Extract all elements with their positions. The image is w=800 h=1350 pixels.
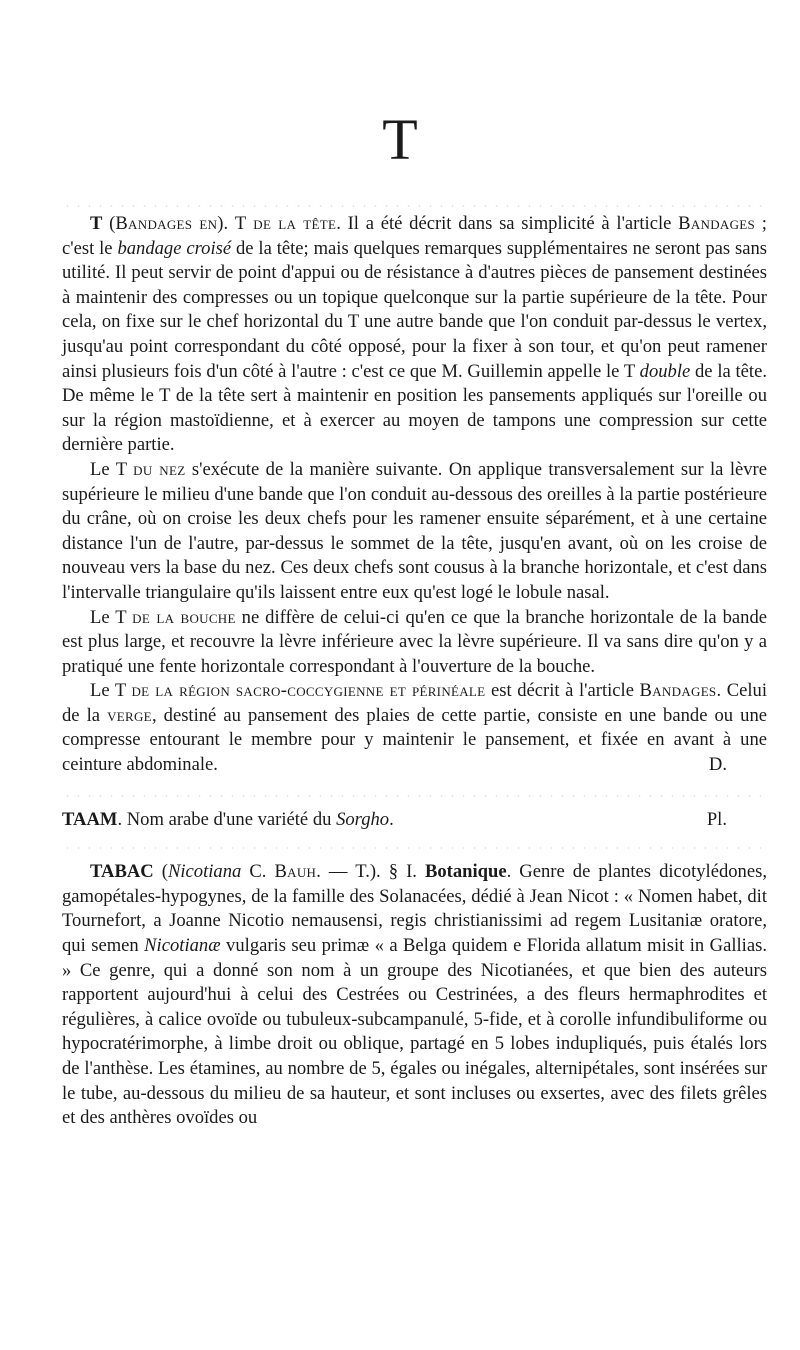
italic-term: Nicotiana (167, 861, 242, 883)
small-caps-term: Bandages (678, 213, 756, 234)
small-caps-term: verge (107, 704, 152, 726)
entry-headword: TAAM (62, 808, 118, 830)
article-paragraph (62, 606, 767, 680)
text-run: s'exécute de la manière suivante. On applique transversalement sur la lèvre supérieure le milieu d'une bande que l'on conduit au-dessous des oreilles à la partie postérieure du crâne, où on croise les deux chefs pour les ramener ensuite séparément, et à une certaine distance l'un de l'autre, par-dessus le sommet de la tête, jusqu'en avant, où on les croise de nouveau vers la base du nez. Ces deux chefs sont cousus à la branche horizontale, et c'est dans l'intervalle triangulaire qu'ils laissent entre eux qu'est logé le lobule nasal. (62, 458, 767, 603)
text-run: C. (241, 861, 275, 883)
article-tabac (62, 860, 767, 1131)
italic-term: Nicotianæ (144, 935, 221, 957)
small-caps-term: Bauh (274, 861, 317, 883)
text-run: . Genre de plantes dicotylédones, gamopétales-hypogynes, de la famille des Solanacées, dédié à Jean Nicot : « Nomen habet, dit Tournefort, a Joanne Nicotio nemausensi, regis christianissimi ad regem Lusitaniæ oratore, qui semen (62, 861, 767, 957)
author-signature: Pl. (706, 808, 727, 830)
separator-dots (62, 200, 767, 212)
text-run: de la tête; mais quelques remarques supplémentaires ne seront pas sans utilité. Il peut servir de point d'appui ou de résistance à d'autres pièces de pansement destinées à maintenir des compresses ou un topique quelconque sur la partie supérieure de la tête. Pour cela, on fixe sur le chef horizontal du T une autre bande que l'on conduit par-dessus le vertex, jusqu'au point correspondant du côté opposé, pour la fixer à son tour, et qu'on peut ramener ainsi plusieurs fois d'un côté à l'autre : c'est ce que M. Guillemin appelle le T (62, 237, 767, 382)
text-run: . Il a été décrit dans sa simplicité à l'article (336, 213, 679, 234)
text-run: ). (217, 213, 235, 234)
small-caps-term: du nez (133, 458, 186, 480)
separator-dots (62, 790, 767, 802)
text-run: . (389, 808, 394, 830)
small-caps-term: de la bouche (132, 606, 236, 628)
text-run: ne diffère de celui-ci qu'en ce que la branche horizontale de la bande est plus large, et recouvre la lèvre inférieure avec la lèvre supérieure. Il va sans dire qu'on y a pratiqué une fente horizontale correspondant à l'ouverture de la bouche. (62, 606, 768, 677)
text-run: de la tête. De même le T de la tête sert à maintenir en position les pansements appliqués sur l'oreille ou sur la région mastoïdienne, et à exercer au moyen de tampons une compression sur cette dernière partie. (62, 360, 767, 456)
text-run: , destiné au pansement des plaies de cette partie, consiste en une bande ou une compresse entourant le membre pour y maintenir le pansement, et fixée en avant à une ceinture abdominale. (62, 704, 768, 776)
text-run: ( (153, 861, 168, 883)
entry-headword: Botanique (424, 861, 507, 883)
entry-headword: T (90, 213, 103, 234)
article-taam (62, 808, 767, 833)
italic-term: double (639, 360, 691, 382)
text-run: est décrit à l'article (485, 680, 640, 702)
separator-dots (62, 842, 767, 854)
author-signature: D. (708, 754, 727, 776)
text-run: Le T (90, 606, 133, 628)
italic-term: bandage croisé (117, 237, 232, 259)
text-run: ; c'est le (62, 213, 767, 259)
small-caps-term: Bandages (639, 680, 717, 702)
text-run: . Celui de la (62, 680, 767, 726)
page-content (62, 200, 767, 1131)
section-letter: T (382, 107, 418, 172)
text-run: Le T (90, 458, 134, 480)
text-run: ( (102, 213, 116, 234)
text-run: vulgaris seu primæ « a Belga quidem e Florida allatum misit in Gallias. » Ce genre, qui a donné son nom à un groupe des Nicotianées, et que bien des auteurs rapportent aujourd'hui à celui des Cestrées ou Cestrinées, a des fleurs hermaphrodites et régulières, à calice ovoïde ou tubuleux-subcampanulé, 5-fide, et à corolle infundibuliforme ou hypocratérimorphe, à limbe droit ou oblique, partagé en 5 lobes indupliqués, puis étalés lors de l'anthèse. Les étamines, au nombre de 5, égales ou inégales, alternipétales, sont insérées sur le tube, au-dessous du milieu de sa hauteur, et sont incluses ou exsertes, avec des filets grêles et des anthères ovoïdes ou (62, 935, 767, 1129)
article-t-bandages (62, 212, 767, 778)
article-paragraph (62, 860, 767, 1131)
small-caps-term: Bandages en (115, 213, 218, 234)
small-caps-term: de la région sacro-coccygienne et périnéale (131, 680, 486, 702)
article-paragraph (62, 679, 767, 777)
italic-term: Sorgho (336, 808, 390, 830)
text-run: Le T (90, 680, 132, 702)
article-paragraph (62, 212, 767, 458)
text-run: . — T.). § I. (316, 861, 425, 883)
text-run: . Nom arabe d'une variété du (117, 808, 337, 830)
small-caps-term: T de la tête (234, 213, 337, 234)
article-paragraph (62, 458, 767, 606)
entry-headword: TABAC (90, 861, 154, 883)
article-paragraph (62, 808, 767, 833)
